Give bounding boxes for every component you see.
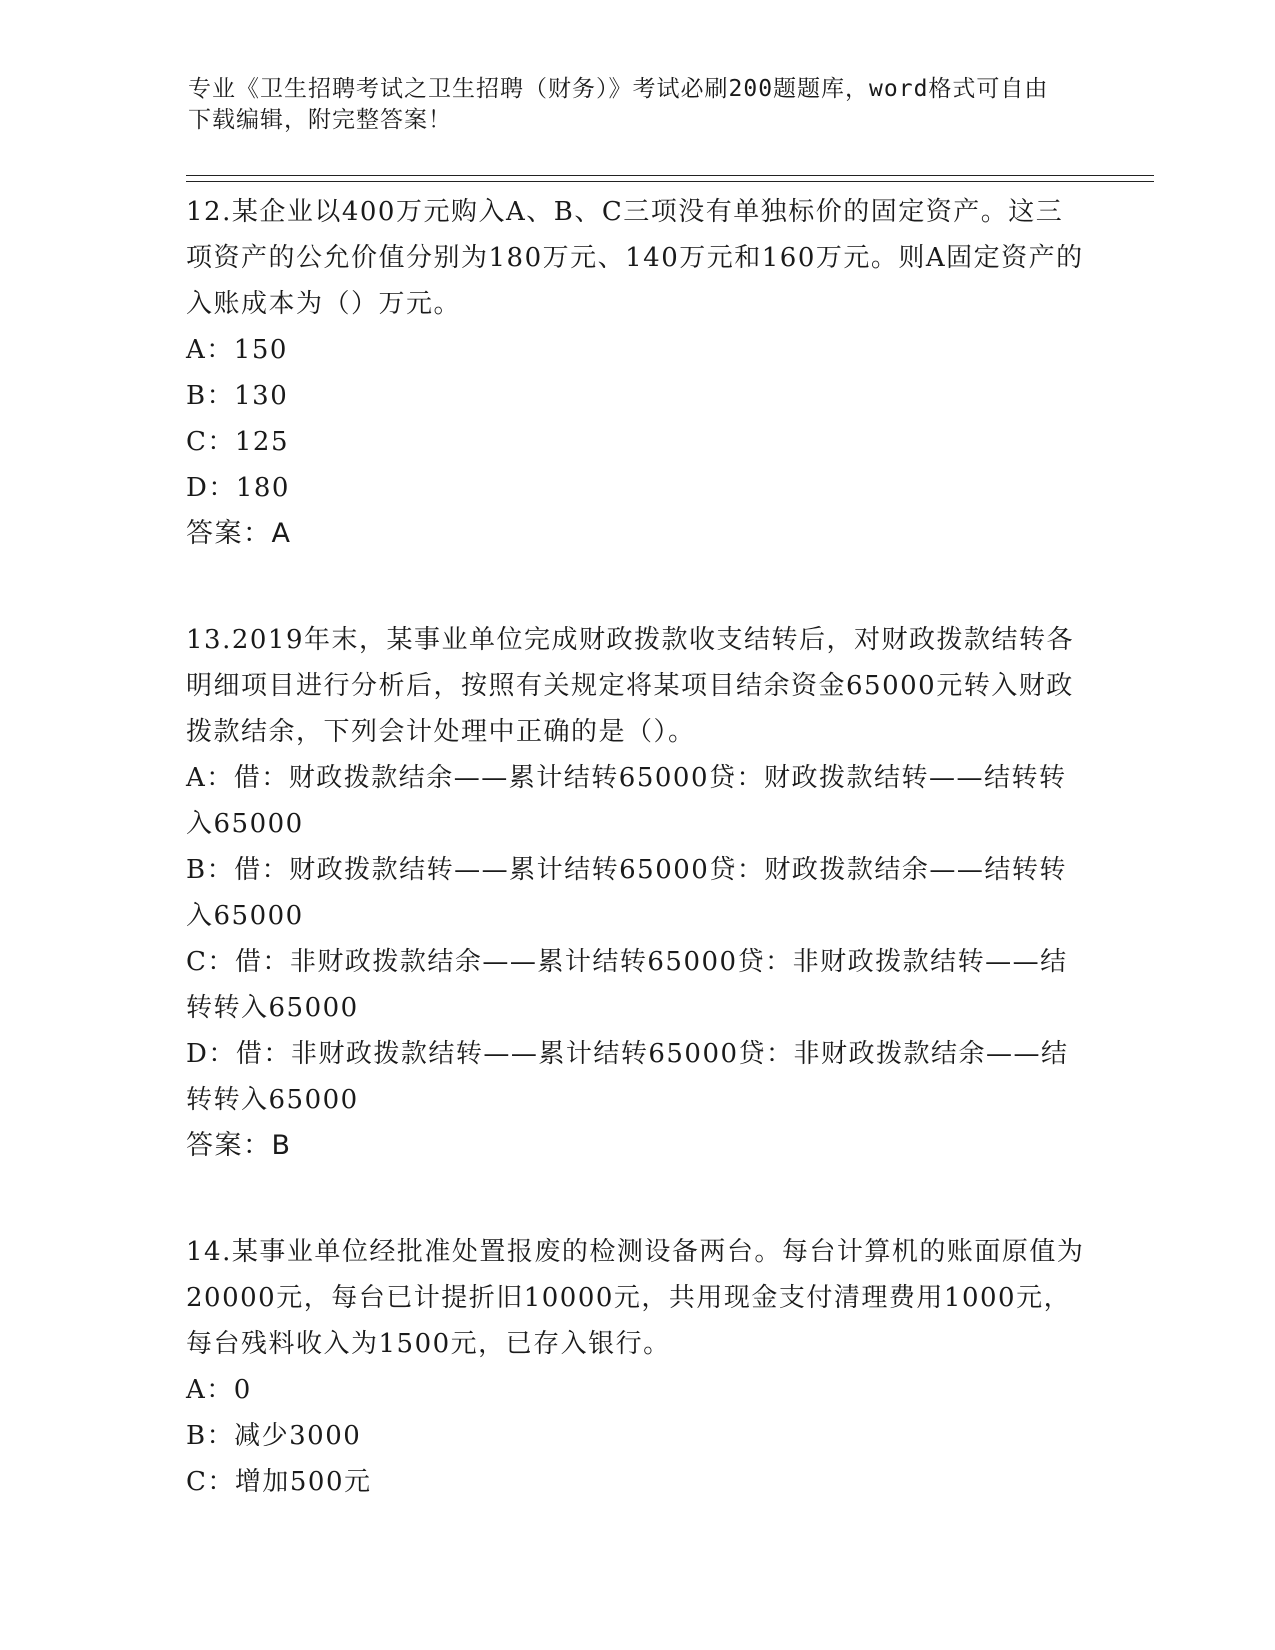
option-c: C：借：非财政拨款结余——累计结转65000贷：非财政拨款结转——结转转入65000 [186,947,1068,1023]
option-b: B：借：财政拨款结转——累计结转65000贷：财政拨款结余——结转转入65000 [186,855,1067,931]
header-rule-top [186,175,1154,176]
option-d: D：180 [186,473,290,503]
option-d: D：借：非财政拨款结转——累计结转65000贷：非财政拨款结余——结转转入65000 [186,1039,1069,1115]
question-stem: 12.某企业以400万元购入A、B、C三项没有单独标价的固定资产。这三项资产的公允价值分别为180万元、140万元和160万元。则A固定资产的入账成本为（）万元。 [186,197,1084,319]
question-stem: 13.2019年末，某事业单位完成财政拨款收支结转后，对财政拨款结转各明细项目进行分析后，按照有关规定将某项目结余资金65000元转入财政拨款结余，下列会计处理中正确的是（）。 [186,625,1075,747]
document-header: 专业《卫生招聘考试之卫生招聘（财务）》考试必刷200题题库，word格式可自由下载编辑，附完整答案！ [188,76,1049,133]
option-a: A：0 [186,1375,252,1405]
option-b: B：减少3000 [186,1421,362,1451]
option-c: C：125 [186,427,290,457]
option-a: A：借：财政拨款结余——累计结转65000贷：财政拨款结转——结转转入65000 [186,763,1067,839]
question-12 [186,189,1086,557]
question-spacer [186,557,1086,617]
question-spacer [186,1169,1086,1229]
option-c: C：增加500元 [186,1467,372,1497]
answer: 答案：B [186,1130,292,1161]
question-list [186,189,1086,1505]
question-stem: 14.某事业单位经批准处置报废的检测设备两台。每台计算机的账面原值为20000元，每台已计提折旧10000元，共用现金支付清理费用1000元，每台残料收入为1500元，已存入银行。 [186,1237,1085,1359]
question-13 [186,617,1086,1169]
option-b: B：130 [186,381,289,411]
answer: 答案：A [186,518,292,549]
option-a: A：150 [186,335,288,365]
header-rule-bottom [186,181,1154,182]
question-14 [186,1229,1086,1505]
